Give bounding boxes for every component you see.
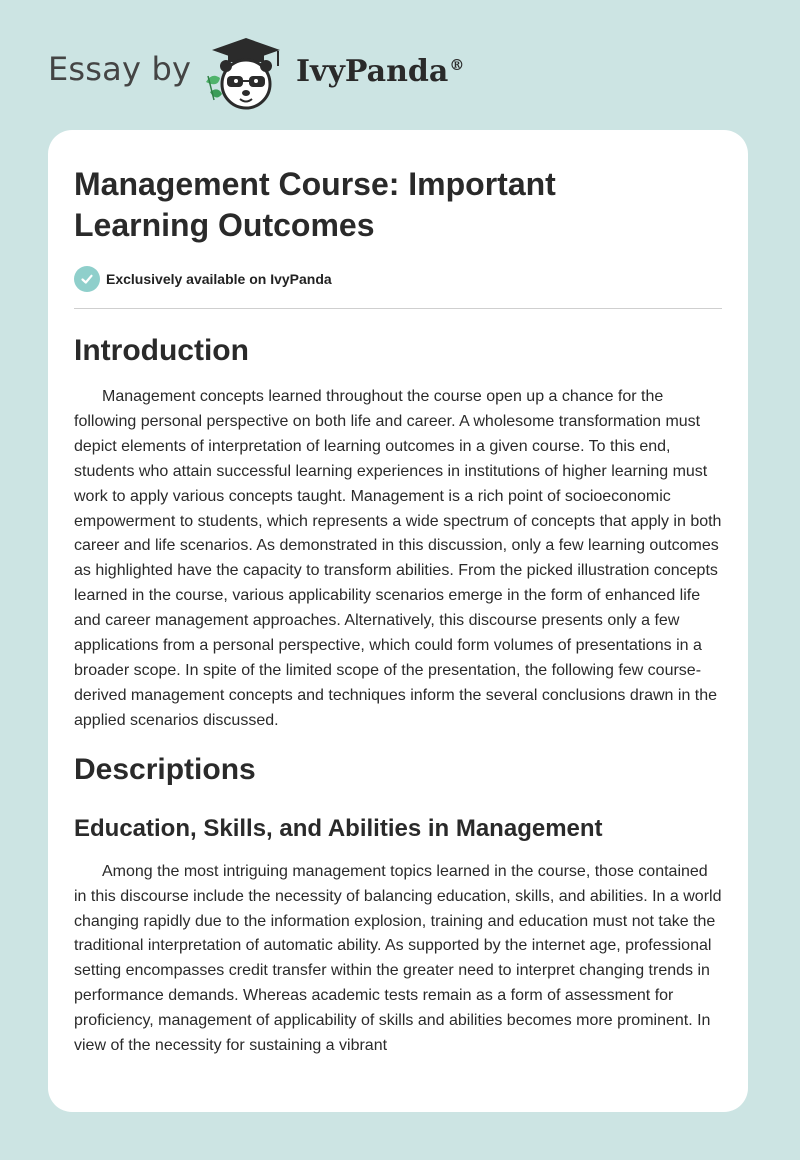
subsection-heading: Education, Skills, and Abilities in Management [74, 814, 603, 842]
article-content [74, 164, 722, 1059]
check-icon [74, 266, 100, 292]
descriptions-paragraph: Among the most intriguing management topics learned in the course, those contained in this discourse include the necessity of balancing education, skills, and abilities. In a world changing rapidly due to the information explosion, training and education must not take the traditional interpretation of automatic ability. As supported by the internet age, professional setting encompasses credit transfer within the greater need to interpret changing trends in performance demands. Whereas academic tests remain as a form of assessment for proficiency, management of applicability of skills and abilities becomes more prominent. In view of the necessity for sustaining a vibrant [74, 862, 722, 1055]
panda-logo-icon[interactable] [198, 36, 294, 112]
site-header [0, 0, 800, 130]
registered-mark: ® [449, 56, 465, 74]
section-heading-introduction: Introduction [74, 334, 249, 367]
introduction-paragraph: Management concepts learned throughout the course open up a chance for the following personal perspective on both life and career. A wholesome transformation must depict elements of interpretation of learning outcomes in a given course. To this end, students who attain successful learning experiences in institutions of higher learning must work to apply various concepts taught. Management is a rich point of socioeconomic empowerment to students, which represents a wide spectrum of concepts that apply in both career and life scenarios. As demonstrated in this discussion, only a few learning outcomes as highlighted have the capacity to transform abilities. From the picked illustration concepts learned in the course, various applicability scenarios emerge in the form of enhanced life and career management approaches. Alternatively, this discourse presents only a few applications from a personal perspective, which could form volumes of presentations in a broader scope. In spite of the limited scope of the presentation, the following few course-derived management concepts and techniques inform the several conclusions drawn in the applied scenarios discussed. [74, 388, 722, 729]
article-title: Management Course: Important Learning Outcomes [74, 166, 556, 243]
exclusive-badge [74, 266, 722, 292]
ivy-leaf-icon [206, 76, 222, 100]
title-divider [74, 308, 722, 309]
section-heading-descriptions: Descriptions [74, 752, 256, 786]
exclusive-label: Exclusively available on IvyPanda [106, 271, 332, 287]
article-card [48, 130, 748, 1112]
brand-name[interactable]: IvyPanda® [296, 54, 465, 89]
essay-by-label: Essay by [48, 50, 192, 88]
